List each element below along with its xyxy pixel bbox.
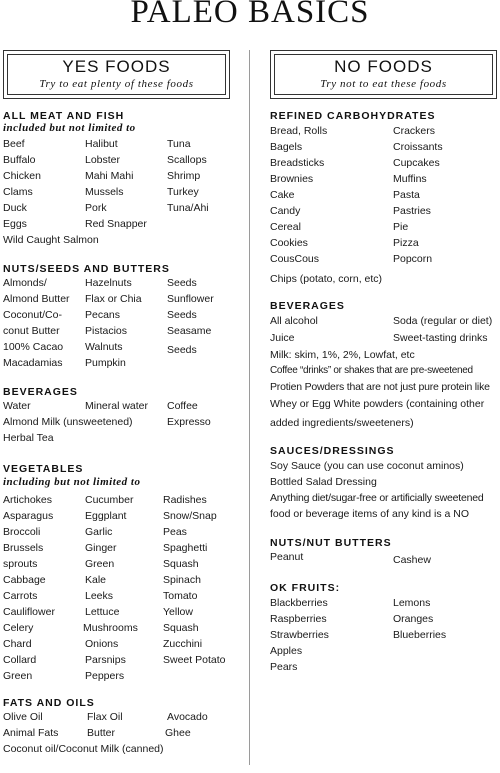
food-item: Pecans xyxy=(85,309,121,321)
food-item: Collard xyxy=(3,654,37,666)
food-item: added ingredients/sweeteners) xyxy=(270,417,414,429)
food-item: food or beverage items of any kind is a NO xyxy=(270,508,470,520)
food-item: Flax Oil xyxy=(87,711,123,723)
yes-foods-title: YES FOODS xyxy=(62,57,171,76)
food-item: Brownies xyxy=(270,173,314,185)
food-item: Seeds xyxy=(167,344,197,356)
fruits-heading: OK FRUITS: xyxy=(270,582,341,594)
food-item: Croissants xyxy=(393,141,443,153)
food-item: Crackers xyxy=(393,125,436,137)
food-item: Broccoli xyxy=(3,526,41,538)
vegetables-heading: VEGETABLES xyxy=(3,463,84,475)
food-item: Pie xyxy=(393,221,409,233)
food-item: Eggplant xyxy=(85,510,127,522)
food-item: Cupcakes xyxy=(393,157,440,169)
food-item: Butter xyxy=(87,727,116,739)
food-item: Squash xyxy=(163,558,199,570)
food-item: Chicken xyxy=(3,170,41,182)
nut-butters-heading: NUTS/NUT BUTTERS xyxy=(270,537,392,549)
food-item: Muffins xyxy=(393,173,427,185)
vegetables-subheading: including but not limited to xyxy=(3,476,141,488)
food-item: Macadamias xyxy=(3,357,63,369)
food-item: Water xyxy=(3,400,31,412)
food-item: Peanut xyxy=(270,551,304,563)
food-item: Strawberries xyxy=(270,629,329,641)
food-item: Spaghetti xyxy=(163,542,208,554)
food-item: Soda (regular or diet) xyxy=(393,315,493,327)
food-item: Bottled Salad Dressing xyxy=(270,476,377,488)
food-item: Chips (potato, corn, etc) xyxy=(270,273,383,285)
food-item: Cauliflower xyxy=(3,606,55,618)
food-item: Pears xyxy=(270,661,298,673)
food-item: Oranges xyxy=(393,613,434,625)
food-item: sprouts xyxy=(3,558,38,570)
food-item: Mushrooms xyxy=(83,622,138,634)
food-item: Red Snapper xyxy=(85,218,147,230)
food-item: Eggs xyxy=(3,218,27,230)
food-item: Snow/Snap xyxy=(163,510,217,522)
food-item: Soy Sauce (you can use coconut aminos) xyxy=(270,460,464,472)
food-item: Bread, Rolls xyxy=(270,125,328,137)
food-item: Coconut/Co- xyxy=(3,309,62,321)
food-item: Brussels xyxy=(3,542,44,554)
food-item: Pastries xyxy=(393,205,431,217)
food-item: Zucchini xyxy=(163,638,203,650)
food-item: Raspberries xyxy=(270,613,327,625)
food-item: Turkey xyxy=(167,186,199,198)
food-item: Flax or Chia xyxy=(85,293,142,305)
food-item: Halibut xyxy=(85,138,118,150)
food-item: 100% Cacao xyxy=(3,341,64,353)
yes-foods-subtitle: Try to eat plenty of these foods xyxy=(39,78,194,90)
food-item: Pistacios xyxy=(85,325,128,337)
food-item: Peppers xyxy=(85,670,125,682)
food-item: Green xyxy=(85,558,115,570)
food-item: Yellow xyxy=(163,606,193,618)
food-item: Expresso xyxy=(167,416,211,428)
food-item: Onions xyxy=(85,638,119,650)
food-item: Mineral water xyxy=(85,400,149,412)
food-item: Mahi Mahi xyxy=(85,170,134,182)
nuts-heading: NUTS/SEEDS AND BUTTERS xyxy=(3,263,170,275)
food-item: Sweet-tasting drinks xyxy=(393,332,488,344)
food-item: Pumpkin xyxy=(85,357,126,369)
food-item: Wild Caught Salmon xyxy=(3,234,99,246)
food-item: Popcorn xyxy=(393,253,433,265)
food-item: Seasame xyxy=(167,325,212,337)
food-item: Cashew xyxy=(393,554,431,566)
food-item: Cabbage xyxy=(3,574,46,586)
no-foods-header xyxy=(270,50,497,99)
food-item: Clams xyxy=(3,186,33,198)
page-title: PALEO BASICS xyxy=(130,0,370,30)
food-item: All alcohol xyxy=(270,315,318,327)
food-item: Herbal Tea xyxy=(3,432,54,444)
fats-heading: FATS AND OILS xyxy=(3,697,95,709)
food-item: Almond Milk (unsweetened) xyxy=(3,416,133,428)
food-item: Pizza xyxy=(393,237,419,249)
food-item: Almond Butter xyxy=(3,293,70,305)
no-foods-subtitle: Try not to eat these foods xyxy=(320,78,447,90)
food-item: Spinach xyxy=(163,574,201,586)
food-item: Squash xyxy=(163,622,199,634)
food-item: Juice xyxy=(270,332,295,344)
food-item: Chard xyxy=(3,638,32,650)
food-item: Artichokes xyxy=(3,494,53,506)
food-item: Tuna xyxy=(167,138,191,150)
food-item: Coffee xyxy=(167,400,198,412)
food-item: Lemons xyxy=(393,597,431,609)
meat-subheading: included but not limited to xyxy=(3,122,136,134)
food-item: Coffee “drinks” or shakes that are pre-sweetened xyxy=(270,365,473,376)
food-item: Carrots xyxy=(3,590,38,602)
food-item: Cake xyxy=(270,189,295,201)
food-item: Bagels xyxy=(270,141,303,153)
food-item: conut Butter xyxy=(3,325,60,337)
food-item: Breadsticks xyxy=(270,157,325,169)
food-item: Buffalo xyxy=(3,154,36,166)
column-divider xyxy=(249,50,250,765)
carbs-heading: REFINED CARBOHYDRATES xyxy=(270,110,436,122)
food-item: Protien Powders that are not just pure protein like xyxy=(270,381,490,393)
food-item: Lettuce xyxy=(85,606,120,618)
food-item: Celery xyxy=(3,622,34,634)
food-item: Scallops xyxy=(167,154,207,166)
food-item: Walnuts xyxy=(85,341,123,353)
food-item: Avocado xyxy=(167,711,208,723)
food-item: Olive Oil xyxy=(3,711,43,723)
food-item: Radishes xyxy=(163,494,207,506)
food-item: Coconut oil/Coconut Milk (canned) xyxy=(3,743,164,755)
food-item: Seeds xyxy=(167,309,197,321)
food-item: Milk: skim, 1%, 2%, Lowfat, etc xyxy=(270,349,415,361)
food-item: Apples xyxy=(270,645,303,657)
food-item: Tuna/Ahi xyxy=(167,202,209,214)
food-item: Green xyxy=(3,670,33,682)
food-item: CousCous xyxy=(270,253,320,265)
food-item: Cookies xyxy=(270,237,308,249)
yes-foods-header xyxy=(3,50,230,99)
food-item: Sunflower xyxy=(167,293,214,305)
food-item: Pork xyxy=(85,202,107,214)
food-item: Ghee xyxy=(165,727,191,739)
food-item: Blackberries xyxy=(270,597,328,609)
sauces-heading: SAUCES/DRESSINGS xyxy=(270,445,395,457)
food-item: Pasta xyxy=(393,189,420,201)
food-item: Cereal xyxy=(270,221,301,233)
food-item: Cucumber xyxy=(85,494,134,506)
food-item: Hazelnuts xyxy=(85,277,132,289)
food-item: Garlic xyxy=(85,526,113,538)
food-item: Lobster xyxy=(85,154,121,166)
no-foods-title: NO FOODS xyxy=(334,57,433,76)
food-item: Duck xyxy=(3,202,27,214)
food-item: Ginger xyxy=(85,542,117,554)
food-item: Peas xyxy=(163,526,187,538)
no-beverages-heading: BEVERAGES xyxy=(270,300,345,312)
food-item: Anything diet/sugar-free or artificially sweetened xyxy=(270,492,484,504)
food-item: Mussels xyxy=(85,186,124,198)
food-item: Shrimp xyxy=(167,170,201,182)
food-item: Almonds/ xyxy=(3,277,47,289)
food-item: Seeds xyxy=(167,277,197,289)
food-item: Parsnips xyxy=(85,654,126,666)
food-item: Animal Fats xyxy=(3,727,59,739)
food-item: Blueberries xyxy=(393,629,447,641)
food-item: Leeks xyxy=(85,590,114,602)
food-item: Asparagus xyxy=(3,510,54,522)
meat-heading: ALL MEAT AND FISH xyxy=(3,110,125,122)
yes-beverages-heading: BEVERAGES xyxy=(3,386,78,398)
food-item: Whey or Egg White powders (containing other xyxy=(270,398,485,410)
food-item: Beef xyxy=(3,138,25,150)
food-item: Sweet Potato xyxy=(163,654,226,666)
food-item: Tomato xyxy=(163,590,198,602)
food-item: Kale xyxy=(85,574,107,586)
food-item: Candy xyxy=(270,205,301,217)
